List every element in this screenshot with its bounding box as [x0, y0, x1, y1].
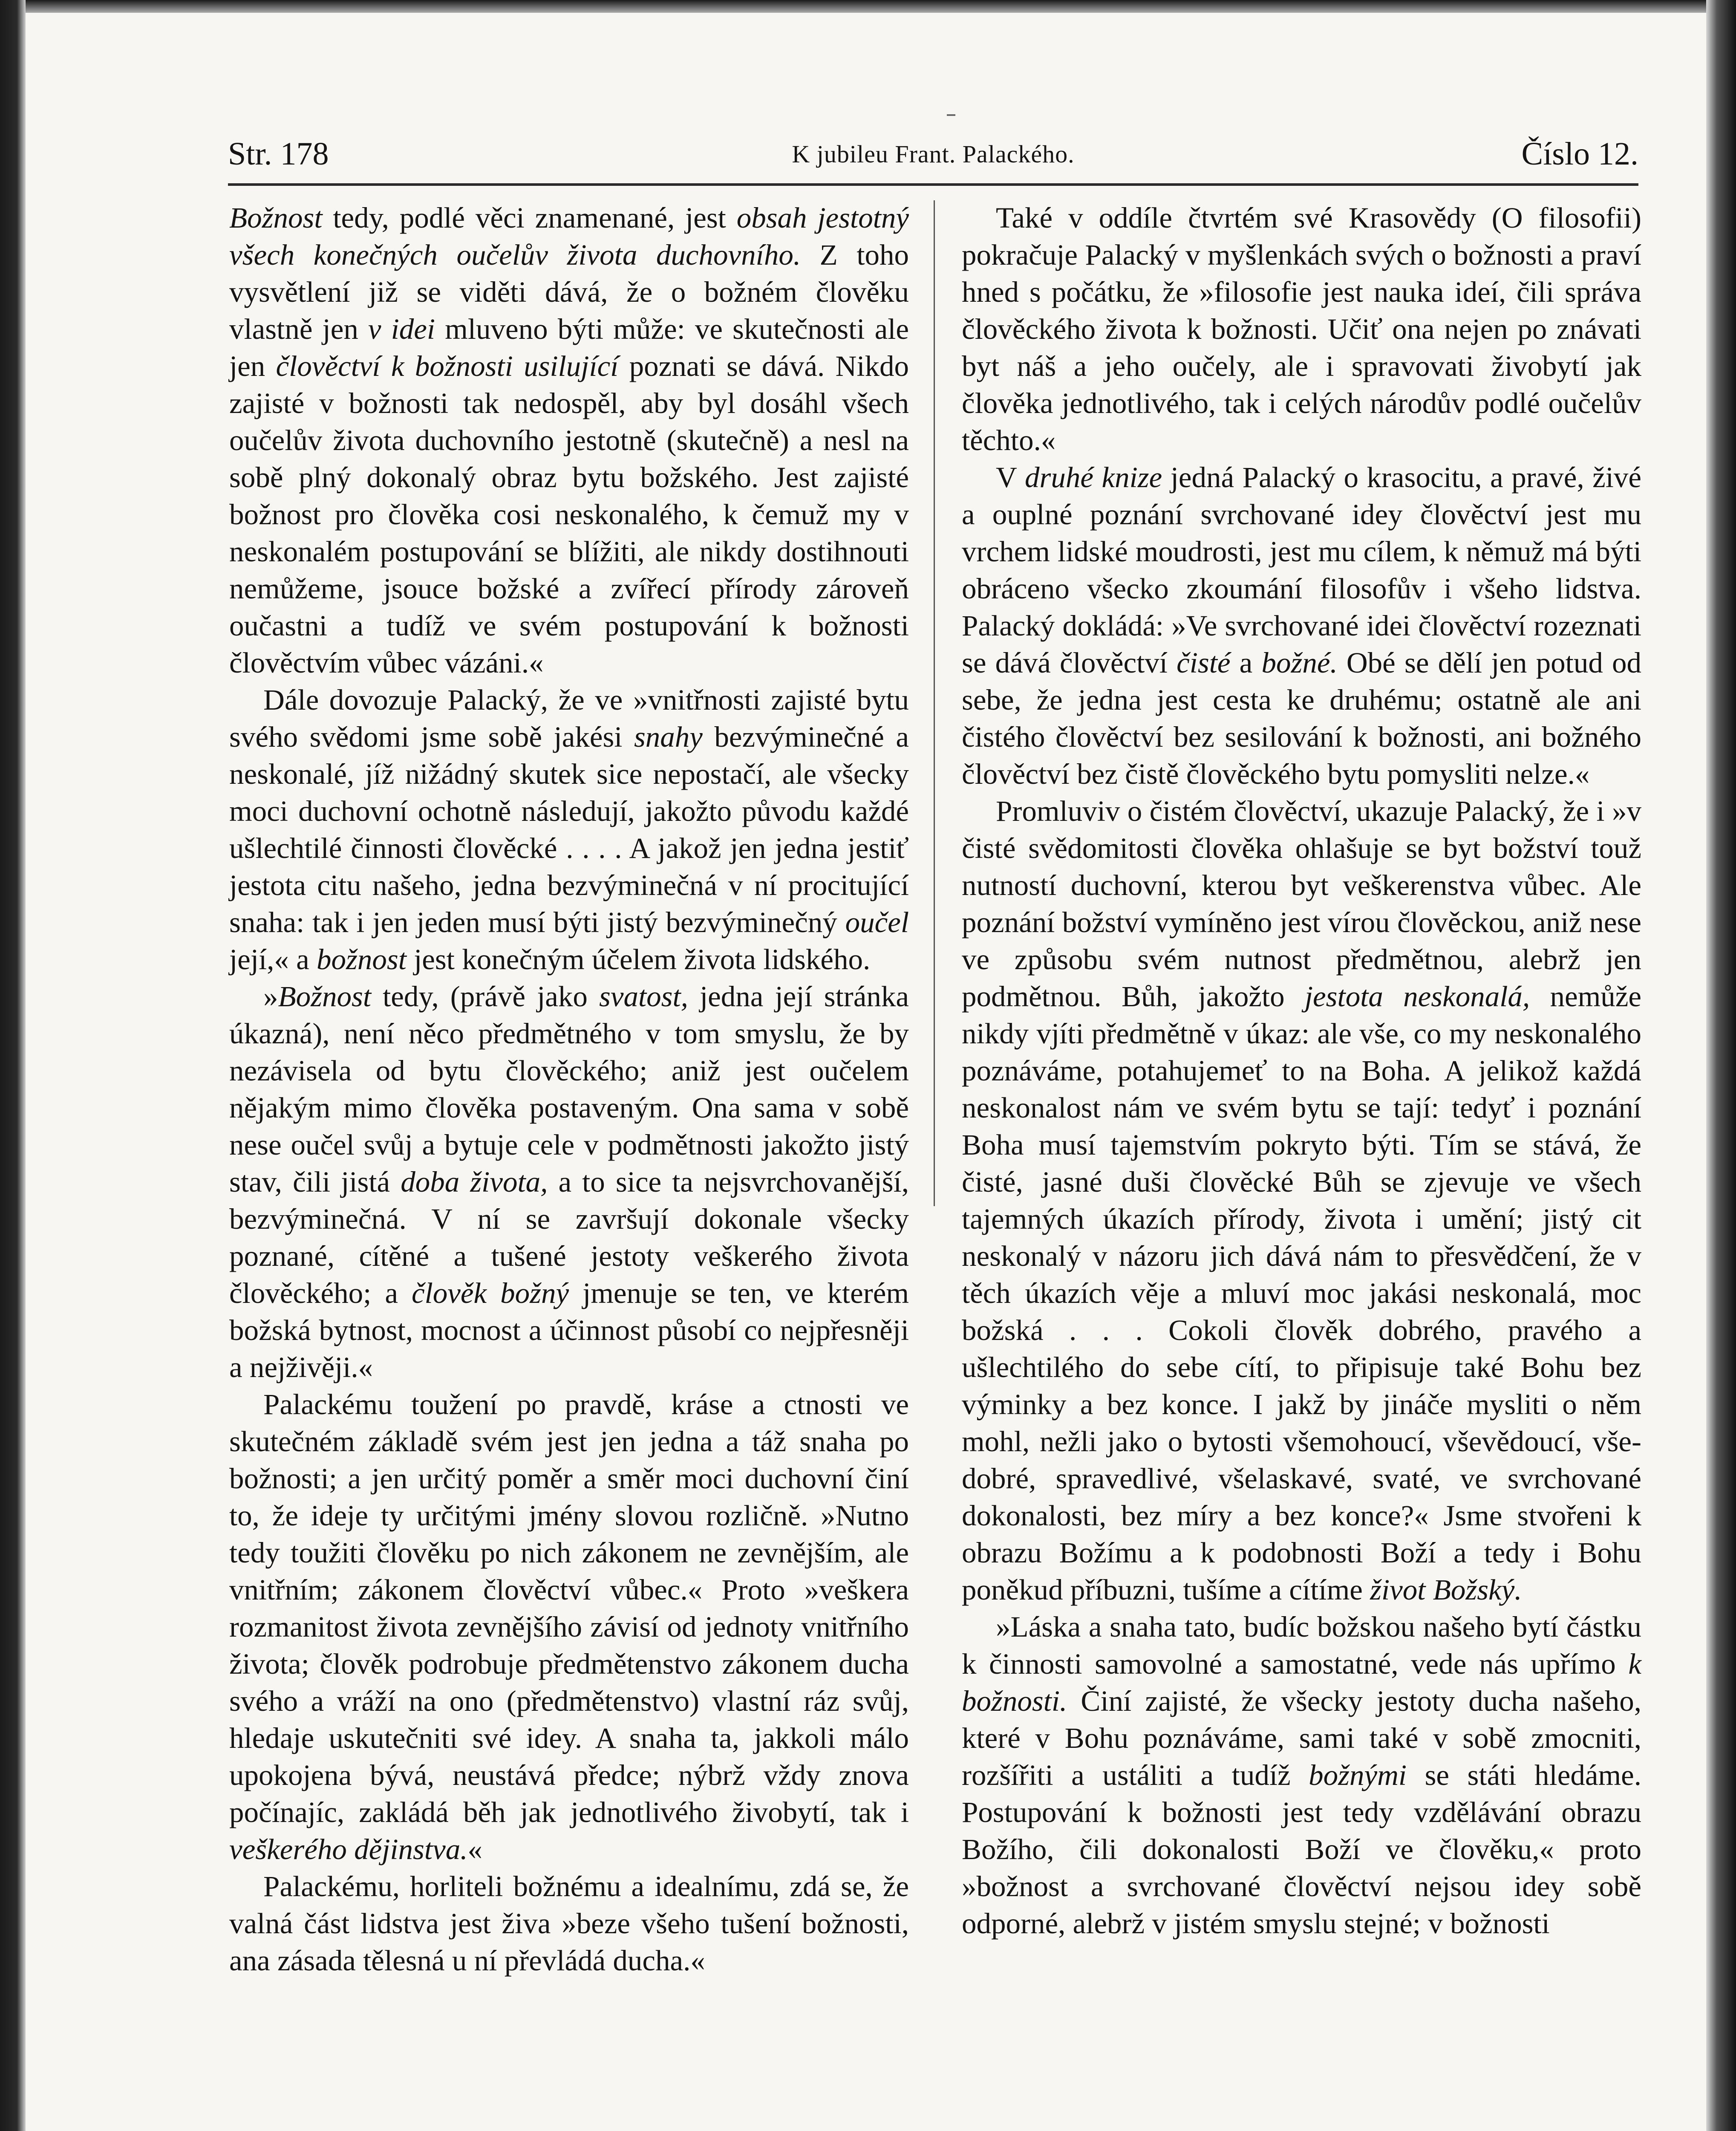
emphasis: život Božský.	[1370, 1574, 1522, 1606]
text-run: Palackému, horliteli božnému a idealnímu, zdá se, že valná část lidstva jest živa »beze všeho tušení božnosti, ana zásada tělesná u ní převládá ducha.«	[229, 1870, 909, 1977]
text-run: jmenuje se ten, ve kterém božská bytnost, mocnost a účinnost působí co nejpřesněji a nejživěji.«	[229, 1277, 909, 1383]
emphasis: svatost,	[599, 980, 688, 1013]
scan-left-edge	[0, 0, 26, 2131]
text-run: Obé se dělí jen potud od sebe, že jedna jest cesta ke druhému; ostatně ale ani čistého člověctví bez sesilování k božnosti, ani božného člověctví bez čistě člověckého bytu pomysliti nelze.«	[962, 647, 1641, 790]
paragraph	[962, 793, 1641, 1608]
emphasis: snahy	[634, 721, 703, 753]
text-run: Také v oddíle čtvrtém své Krasovědy (O filosofii) pokračuje Palacký v myšlenkách svých o božnosti a praví hned s počátku, že »filosofie jest nauka ideí, čili správa člověckého života k božnosti. Učiť ona nejen po znávati byt náš a jeho oučely, ale i spravovati živobytí jak člověka jednotlivého, tak i celých národův podlé oučelův těchto.«	[962, 202, 1641, 456]
text-run: tedy, podlé věci znamenané, jest	[322, 202, 737, 234]
text-run: »	[263, 980, 278, 1013]
text-run: bezvýminečné a neskonalé, jíž nižádný skutek sice nepostačí, ale všecky moci duchovní ochotně následují, jakožto původu každé ušlechtilé činnosti člověcké . . . . A jakož jen jedna jestiť jestota citu našeho, jedna bezvýminečná v ní procitující snaha: tak i jen jeden musí býti jistý bezvýminečný	[229, 721, 909, 938]
text-run: jest konečným účelem života lidského.	[406, 943, 871, 976]
scan-top-edge	[0, 0, 1736, 13]
text-run: její,« a	[229, 943, 317, 976]
text-run: nemůže nikdy vjíti předmětně v úkaz: ale vše, co my neskonalého poznáváme, potahujemeť to na Boha. A jelikož každá neskonalost nám ve svém bytu se tají: tedyť i poznání Boha musí tajemstvím pokryto býti. Tím se stává, že čisté, jasné duši člověcké Bůh se zjevuje ve všech tajemných úkazích přírody, života i umění; jistý cit neskonalý v názoru jich dává nám to přesvědčení, že v těch úkazích věje a mluví moc jakási neskonalá, moc božská . . . Cokoli člověk dobrého, pravého a ušlechtilého do sebe cítí, to připisuje také Bohu bez výminky a bez konce. I jakž by jináče mysliti o něm mohl, nežli jako o bytosti všemohoucí, vševědoucí, vše-dobré, spravedlivé, všelaskavé, svaté, ve svrchované dokonalosti, bez míry a bez konce?« Jsme stvořeni k obrazu Božímu a k podobnosti Boží a tedy i Bohu poněkud příbuzni, tušíme a cítíme	[962, 980, 1641, 1606]
text-run: a to sice ta nejsvrchovanější, bezvýminečná. V ní se završují dokonale všecky poznané, cítěné a tušené jestoty veškerého života člověckého; a	[229, 1166, 909, 1309]
emphasis: božnými	[1309, 1759, 1407, 1791]
page-header	[228, 136, 1638, 182]
header-rule	[228, 183, 1638, 186]
paragraph	[229, 978, 909, 1386]
text-run: Promluviv o čistém člověctví, ukazuje Palacký, že i »v čisté svědomitosti člověka ohlašuje se byt božství touž nutností duchovní, kterou byt veškerenstva vůbec. Ale poznání božství vymíněno jest vírou člověckou, aniž nese ve způsobu svém nutnost předmětnou, alebrž jen podmětnou. Bůh, jakožto	[962, 795, 1641, 1013]
text-run: jedná Palacký o krasocitu, a pravé, živé a ouplné poznání svrchované idey člověctví jest mu vrchem lidské moudrosti, jest mu cílem, k němuž má býti obráceno všecko zkoumání filosofův i všeho lidstva. Palacký dokládá: »Ve svrchované idei člověctví rozeznati se dává člověctví	[962, 461, 1641, 679]
running-title: K jubileu Frant. Palackého.	[792, 140, 1075, 168]
emphasis: Božnost	[278, 980, 372, 1013]
emphasis: člověk božný	[411, 1277, 569, 1309]
emphasis: božné.	[1261, 647, 1338, 679]
emphasis: obsah jestotný všech konečných oučelův života duchovního.	[229, 202, 909, 271]
emphasis: veškerého dějinstva.	[229, 1833, 468, 1865]
text-run: jedna její stránka úkazná), není něco předmětného v tom smyslu, že by nezávisela od bytu člověckého; aniž jest oučelem nějakým mimo člověka postaveným. Ona sama v sobě nese oučel svůj a bytuje cele v podmětnosti jakožto jistý stav, čili jistá	[229, 980, 909, 1198]
text-run: se státi hledáme. Postupování k božnosti jest tedy vzdělávání obrazu Božího, čili dokonalosti Boží ve člověku,« proto »božnost a svrchované člověctví nejsou idey sobě odporné, alebrž v jistém smyslu stejné; v božnosti	[962, 1759, 1641, 1940]
emphasis: čisté	[1177, 647, 1231, 679]
left-column	[229, 199, 909, 1979]
text-run: Z toho vysvětlení již se viděti dává, že o božném člověku vlastně jen	[229, 239, 909, 345]
page-number: Str. 178	[228, 136, 329, 172]
paragraph	[962, 1608, 1641, 1942]
text-run: Činí zajisté, že všecky jestoty ducha našeho, které v Bohu poznáváme, sami také v sobě zmocniti, rozšířiti a ustáliti a tudíž	[962, 1685, 1641, 1791]
right-column	[962, 199, 1641, 1942]
text-run: Palackému toužení po pravdě, kráse a ctnosti ve skutečném základě svém jest jen jedna a táž snaha po božnosti; a jen určitý poměr a směr moci duchovní činí to, že ideje ty určitými jmény slovou rozličně. »Nutno tedy toužiti člověku po nich zákonem ne zevnějším, ale vnitřním; zákonem člověctví vůbec.« Proto »veškera rozmanitost života zevnějšího závisí od jednoty vnitřního života; člověk podrobuje předmětenstvo zákonem ducha svého a vráží na ono (předmětenstvo) vlastní ráz svůj, hledaje uskutečniti své idey. A snaha ta, jakkoli málo upokojena bývá, neustává předce; nýbrž vždy znova počínajíc, zakládá běh jak jednotlivého živobytí, tak i	[229, 1388, 909, 1828]
paragraph	[229, 199, 909, 681]
emphasis: Božnost	[229, 202, 323, 234]
text-run: tedy, (právě jako	[371, 980, 599, 1013]
emphasis: k božnosti.	[962, 1648, 1641, 1717]
scan-right-edge	[1706, 0, 1736, 2131]
paragraph	[229, 1868, 909, 1979]
print-mark	[947, 114, 955, 116]
text-run: poznati se dává. Nikdo zajisté v božnosti tak nedospěl, aby byl dosáhl všech oučelův života duchovního jestotně (skutečně) a nesl na sobě plný dokonalý obraz bytu božského. Jest zajisté božnost pro člověka cosi neskonalého, k čemuž my v neskonalém postupování se blížiti, ale nikdy dostihnouti nemůžeme, jsouce božské a zvířecí přírody zároveň oučastni a tudíž ve svém postupování k božnosti člověctvím vůbec vázáni.«	[229, 350, 909, 679]
text-run: »Láska a snaha tato, budíc božskou našeho bytí částku k činnosti samovolné a samostatné, vede nás upřímo	[962, 1611, 1641, 1680]
emphasis: člověctví k božnosti usilující	[276, 350, 619, 382]
text-run: «	[467, 1833, 482, 1865]
emphasis: druhé knize	[1025, 461, 1162, 494]
text-run: Dále dovozuje Palacký, že ve »vnitřnosti zajisté bytu svého svědomi jsme sobě jakési	[229, 684, 909, 753]
text-run: mluveno býti může: ve skutečnosti ale jen	[229, 313, 909, 382]
text-run: a	[1230, 647, 1262, 679]
text-run: V	[996, 461, 1025, 494]
column-divider	[934, 200, 935, 1206]
emphasis: jestota neskonalá,	[1304, 980, 1530, 1013]
emphasis: božnost	[317, 943, 407, 976]
emphasis: v idei	[368, 313, 435, 345]
emphasis: oučel	[845, 906, 909, 938]
paragraph	[962, 459, 1641, 793]
issue-number: Číslo 12.	[1521, 136, 1638, 172]
paragraph	[229, 681, 909, 978]
paragraph	[229, 1386, 909, 1868]
emphasis: doba života,	[401, 1166, 548, 1198]
paragraph	[962, 199, 1641, 459]
